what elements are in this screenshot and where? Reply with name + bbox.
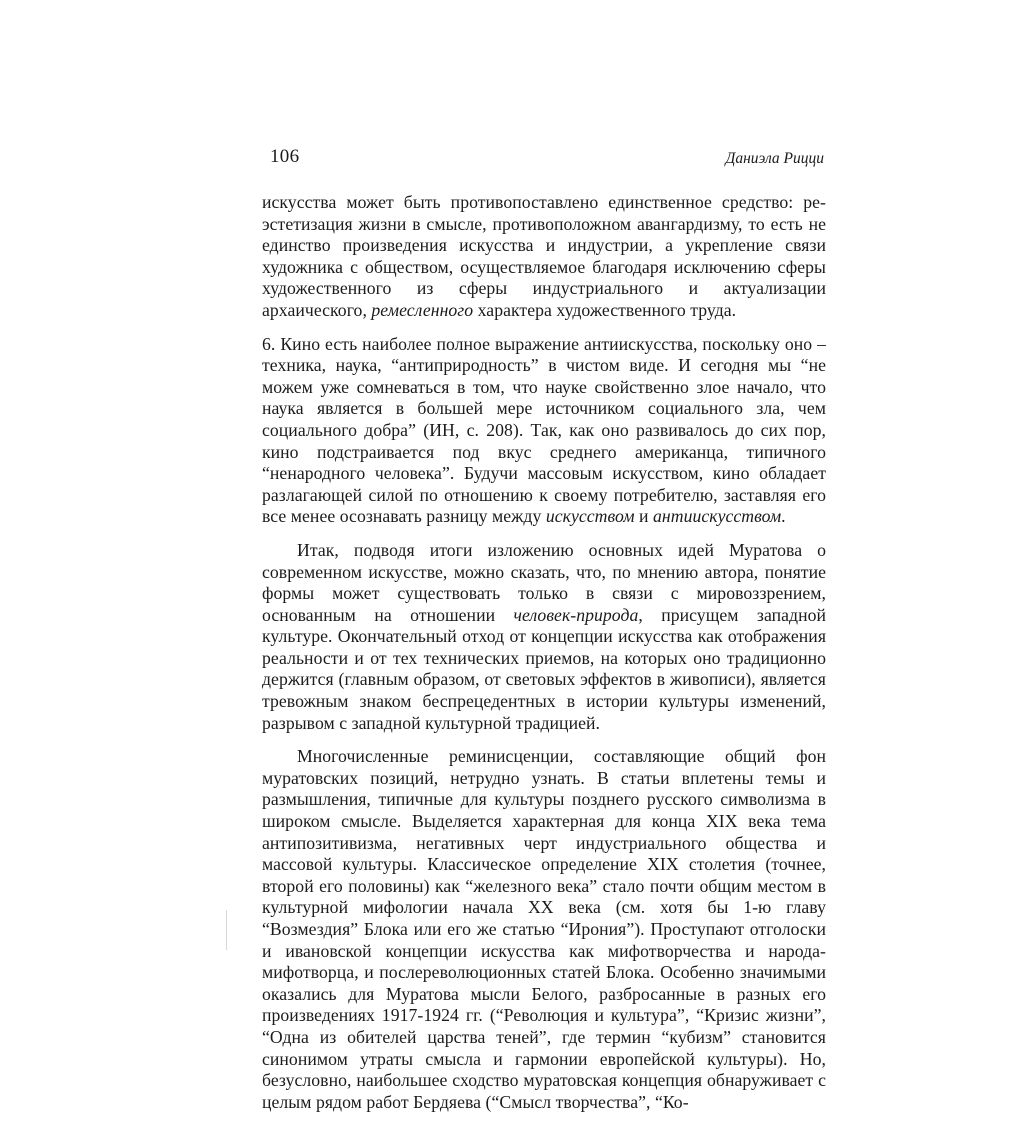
running-head <box>262 147 826 171</box>
book-page <box>262 0 826 1138</box>
running-head-author: Даниэла Рицци <box>725 150 824 167</box>
paragraph-continuation <box>262 192 826 322</box>
body-text <box>262 192 826 1113</box>
italic-term-iskusstvom: искусством <box>545 506 635 527</box>
text-span: и <box>634 506 654 527</box>
italic-term-chelovek-priroda: человек-природа <box>513 604 639 625</box>
text-span: характера художественного труда. <box>473 299 737 320</box>
text-span: 6. Кино есть наиболее полное выражение антиискусства, поскольку оно – техника, наука, “антиприродность” в чистом виде. И сегодня мы “не можем уже сомневаться в том, что науке свойственно злое начало, что наука является в большей мере источником социального зла, чем социального добра” (ИН, с. 208). Так, как оно развивалось до сих пор, кино подстраивается под вкус среднего американца, типичного “ненародного человека”. Будучи массовым искусством, кино обладает разлагающей силой по отношению к своему потребителю, заставляя его все менее осознавать разницу между <box>262 333 826 527</box>
paragraph-reminiscences <box>262 746 826 1113</box>
paragraph-point-6 <box>262 334 826 528</box>
paragraph-summary <box>262 540 826 734</box>
text-span: , присущем западной культуре. Окончательный отход от концепции искусства как отображения реальности и от тех технических приемов, на которых оно традиционно держится (главным образом, от световых эффектов в живописи), является тревожным знаком беспрецедентных в истории культуры изменений, разрывом с западной культурной традицией. <box>262 604 827 733</box>
text-span: искусства может быть противопоставлено единственное средство: ре-эстетизация жизни в смысле, противоположном авангардизму, то есть не единство произведения искусства и индустрии, а укрепление связи художника с обществом, осуществляемое благодаря исключению сферы художественного из сферы индустриального и актуализации архаического, <box>262 192 826 320</box>
text-span: . <box>781 506 786 527</box>
italic-term-antiiskusstvom: антиискусством <box>653 506 782 527</box>
text-span: Многочисленные реминисценции, составляющие общий фон муратовских позиций, нетрудно узнать. В статьи вплетены темы и размышления, типичные для культуры позднего русского символизма в широком смысле. Выделяется характерная для конца XIX века тема антипозитивизма, негативных черт индустриального общества и массовой культуры. Классическое определение XIX столетия (точнее, второй его половины) как “железного века” стало почти общим местом в культурной мифологии начала XX века (см. хотя бы 1-ю главу “Возмездия” Блока или его же статью “Ирония”). Проступают отголоски и ивановской концепции искусства как мифотворчества и народа-мифотворца, и послереволюционных статей Блока. Особенно значимыми оказались для Муратова мысли Белого, разбросанные в разных его произведениях 1917-1924 гг. (“Революция и культура”, “Кризис жизни”, “Одна из обителей царства теней”, где термин “кубизм” становится синонимом утраты смысла и гармонии европейской культуры). Но, безусловно, наибольшее сходство муратовская концепция обнаруживает с целым рядом работ Бердяева (“Смысл творчества”, “Ко- <box>262 746 826 1112</box>
italic-term-remeslennogo: ремесленного <box>371 299 474 320</box>
scan-mark <box>226 910 227 950</box>
page-number: 106 <box>270 146 300 167</box>
text-span: Итак, подводя итоги изложению основных идей Муратова о современном искусстве, можно сказать, что, по мнению автора, понятие формы может существовать только в связи с мировоззрением, основанным на отношении <box>262 539 826 625</box>
